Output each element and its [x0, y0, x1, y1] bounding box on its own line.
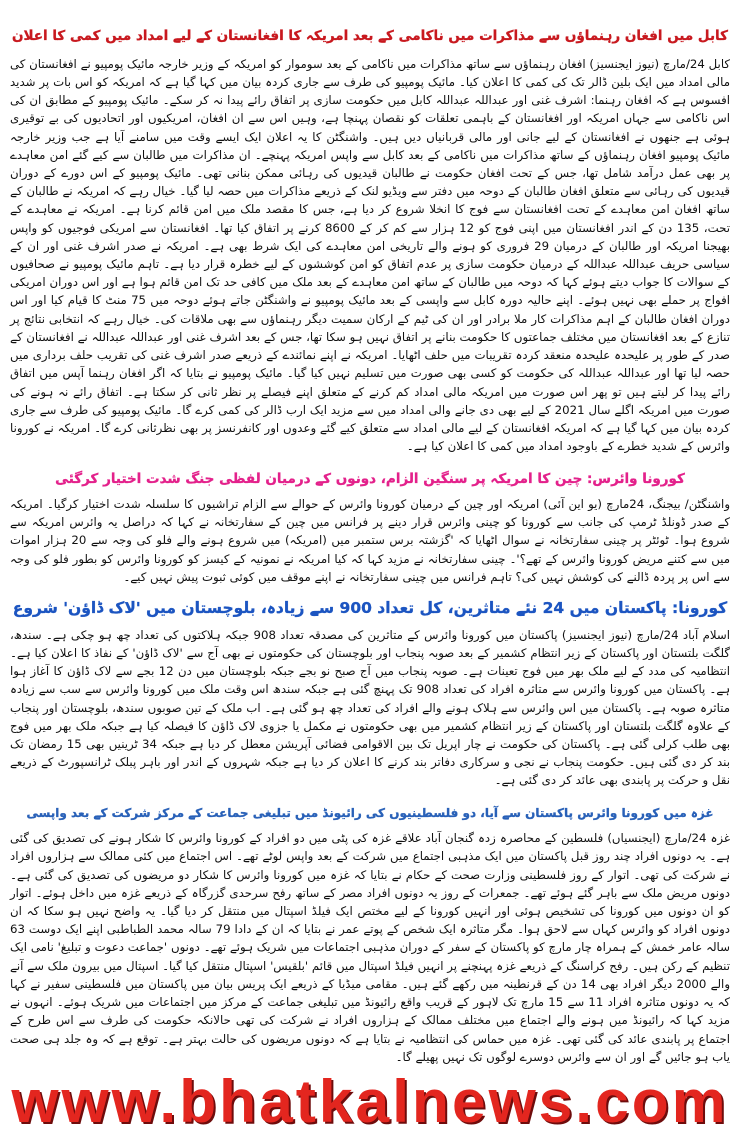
- headline-gaza-corona: [20, 792, 720, 827]
- article-body-china-us-corona: واشنگٹن/ بیجنگ، 24مارچ (یو این آئی) امریکہ اور چین کے درمیان کورونا وائرس کے حوالے سے الزام تراشیوں کا سلسلہ شدت اختیار کرگیا۔ امریکہ کے صدر ڈونلڈ ٹرمپ کی جانب سے کورونا کو چینی وائرس قرار دینے پر فرانس میں چین کے سفارتخانہ نے کہا کہ دراصل یہ وائرس امریکہ سے شروع ہوا۔ ٹوئٹر پر چینی سفارتخانہ نے سوال اٹھایا کہ 'گزشتہ برس ستمبر میں (امریکہ) میں شروع ہونے والے فلو کی وجہ سے 20 ہزار اموات میں سے کتنے مریض کورونا وائرس کے تھے؟'۔ چینی سفارتخانہ نے مزید کہا کہ کیا امریکہ نے نمونیہ کے کیسز کو کورونا وائرس کو بطور فلو کی وجہ سے اس پر پردہ ڈالنے کی کوشش نہیں کی؟ تاہم فرانس میں چینی سفارتخانہ نے اپنے موقف میں کوئی ثبوت پیش نہیں کیے۔: [10, 497, 730, 584]
- watermark: [10, 1071, 730, 1131]
- headline-afghanistan-aid: [10, 6, 730, 52]
- headline-text: کابل میں افغان رہنماؤں سے مذاکرات میں ناکامی کے بعد امریکہ کا افغانستان کے لیے امداد میں کمی کا اعلان: [12, 28, 728, 44]
- article-body-afghanistan-aid: کابل 24/مارچ (نیوز ایجنسیز) افغان رہنماؤں سے ساتھ مذاکرات میں ناکامی کے بعد سوموار کو امریکہ کے وزیر خارجہ مائیک پومپیو نے افغانستان کی مالی امداد میں ایک بلین ڈالر تک کی کمی کا اعلان کیا۔ مائیک پومپیو کی طرف سے جاری کردہ بیان میں کہا گیا ہے کہ امریکہ کو اس بات پر شدید افسوس ہے کہ افغان رہنما: اشرف غنی اور عبداللہ عبداللہ کابل میں حکومت سازی پر اتفاق رائے پیدا نہ کر سکے۔ مائیک پومپیو کے مطابق ان کی اس ناکامی سے جہاں امریکہ اور افغانستان کے باہمی تعلقات کو نقصان پہنچا ہے، وہیں اس سے ان افغان، امریکیوں اور اتحادیوں کی بے توقیری ہوئی ہے جنھوں نے افغانستان کے لیے جانی اور مالی قربانیاں دیں ہیں۔ واشنگٹن کا یہ اعلان ایک ایسے وقت میں سامنے آیا ہے جب وزیر خارجہ مائیک پومپیو افغان رہنماؤں کے ساتھ مذاکرات میں ناکامی کے بعد کابل سے واپس امریکہ پہنچے۔ ان مذاکرات میں طالبان سے کیے گئے امن معاہدے پر بھی عمل درآمد شامل تھا، جس کے تحت افغان حکومت نے طالبان قیدیوں کی رہائی ممکن بنانی تھی۔ مائیک پومپیو کے اس دورے کے دوران قیدیوں کی رہائی سے متعلق افغان طالبان کے دوحہ میں دفتر سے ویڈیو لنک کے ذریعے مذاکرات میں حصہ لیا گیا۔ خیال رہے کہ امریکہ نے طالبان کے ساتھ افغان امن معاہدے کے تحت افغانستان سے فوج کا انخلا شروع کر دیا ہے، جس کا مقصد ملک میں امن قائم کرنا ہے۔ امریکہ نے معاہدے کے تحت، 135 دن کے اندر افغانستان میں اپنی فوج کو 12 ہزار سے کم کر کے 8600 کرنے پر اتفاق کیا تھا۔ افغانستان سے امریکی فوجیوں کو واپس بھیجنا امریکہ اور طالبان کے درمیان 29 فروری کو ہونے والے تاریخی امن معاہدے کی ایک شرط بھی ہے۔ امریکہ نے صدر اشرف غنی اور ان کے سیاسی حریف عبداللہ عبداللہ کے درمیان حکومت سازی پر عدم اتفاق کو امن کوششوں کے لیے خطرہ قرار دیا ہے۔ تاہم مائیک پومپیو نے صحافیوں کے سوالات کا جواب دیتے ہوئے کہا کہ دوحہ میں طالبان کے ساتھ امن معاہدے کے بعد ملک میں کافی حد تک امن قائم ہوا ہے اور اس دوران امریکی افواج پر حملے بھی نہیں ہوئے۔ اپنے حالیہ دورہ کابل سے واپسی کے بعد مائیک پومپیو نے واشنگٹن جاتے ہوئے دوحہ میں 75 منٹ کا قیام کیا اور اس دوران افغان طالبان کے اہم مذاکرات کار ملا برادر اور ان کی ٹیم کے ارکان سمیت دیگر رہنماؤں سے بھی ملاقات کی۔ خیال رہے کہ انتخابی نتائج پر تنازع کے بعد افغانستان میں مختلف جماعتوں کا حکومت بنانے پر اتفاق نہیں ہو سکا تھا، جس کے بعد اشرف غنی اور عبداللہ عبداللہ نے افغانستان کے صدر کے طور پر علیحدہ علیحدہ منعقد کردہ تقریبات میں حلف اٹھایا۔ امریکہ نے اپنے نمائندے کے ذریعے صدر اشرف غنی کی تقریب حلف برداری میں حصہ لیا تھا اور عبداللہ عبداللہ کی حکومت کو کسی بھی صورت میں تسلیم نہیں کیا گیا۔ مائیک پومپیو نے بتایا کہ اگر افغان رہنما آپس میں اتفاق رائے پیدا کر لیتے ہیں تو پھر اس صورت میں امریکہ مالی امداد کم کرنے کے متعلق اپنے فیصلے پر نظر ثانی کر سکتا ہے۔ اتفاق رائے نہ ہونے کی صورت میں امریکہ اگلے سال 2021 کے لیے بھی دی جانے والی امداد میں سے مزید ایک ارب ڈالر کی کمی کرے گا۔ مائیک پومپیو کی طرف سے جاری کردہ بیان میں کہا گیا ہے کہ امریکہ افغانستان کے لیے مالی امداد سے متعلق کیے گئے وعدوں اور کانفرنسز پر بھی نظرثانی کرے گا۔ امریکہ نے کورونا وائرس کے شدید خطرے کے باوجود امداد میں کمی کا اعلان کیا ہے۔: [10, 56, 731, 454]
- headline-pakistan-lockdown: [10, 588, 730, 623]
- headline-text: غزہ میں کورونا وائرس پاکستان سے آیا، دو فلسطینیوں کی رائیونڈ میں تبلیغی جماعت کے مرکز شرکت کے بعد واپسی: [26, 806, 714, 821]
- article-body-pakistan-lockdown: اسلام آباد 24/مارچ (نیوز ایجنسیز) پاکستان میں کورونا وائرس کے متاثرین کی مصدقہ تعداد 908 جبکہ ہلاکتوں کی تعداد چھ ہو چکی ہے۔ سندھ، گلگت بلتستان اور پاکستان کے زیر انتظام کشمیر کے بعد صوبہ پنجاب اور بلوچستان کی حکومتوں نے بھی آج سے 'لاک ڈاؤن' کے نفاذ کا اعلان کیا ہے۔ انتظامیہ کی مدد کے لیے ملک بھر میں فوج تعینات ہے۔ صوبہ پنجاب میں آج صبح نو بجے جبکہ بلوچستان میں دن 12 بجے سے لاک ڈاؤن کا آغاز ہوا ہے۔ پاکستان میں کورونا وائرس سے متاثرہ افراد کی تعداد 908 تک پہنچ گئی ہے جبکہ سندھ اس وقت ملک میں کورونا وائرس سے سب سے زیادہ متاثرہ صوبہ ہے۔ پاکستان میں اس وائرس سے ہلاک ہونے والے افراد کی تعداد چھ ہو گئی ہے۔ اب ملک کے تین صوبوں سندھ، بلوچستان اور پنجاب کے علاوہ گلگت بلتستان اور پاکستان کے زیر انتظام کشمیر میں بھی حکومتوں نے مکمل یا جزوی لاک ڈاؤن کا فیصلہ کیا ہے جبکہ ملک بھر میں فوج بھی طلب کرلی گئی ہے۔ پاکستان کی حکومت نے چار اپریل تک بین الاقوامی فضائی آپریشن معطل کر دیا ہے جبکہ 34 ٹرینیں بھی 15 رمضان تک بند کر دی گئی ہیں۔ حکومت پنجاب نے نجی و سرکاری دفاتر بند کرنے کا اعلان کر دیا ہے جبکہ شہروں کے اندر اور باہر پبلک ٹرانسپورٹ کے ذریعے نقل و حرکت پر پابندی بھی عائد کر دی گئی ہے۔: [10, 627, 731, 788]
- article-body-gaza-corona: غزہ 24/مارچ (ایجنسیاں) فلسطین کے محاصرہ زدہ گنجان آباد علاقے غزہ کی پٹی میں دو افراد کے کورونا وائرس کا شکار ہونے کی تصدیق کی گئی ہے۔ یہ دونوں افراد چند روز قبل پاکستان میں ایک مذہبی اجتماع میں شرکت کے بعد واپس لوٹے تھے۔ اس اجتماع میں کئی ممالک سے ہزاروں افراد نے شرکت کی تھی۔ اتوار کے روز فلسطینی وزارت صحت کے حکام نے بتایا کہ غزہ میں کورونا وائرس کا شکار دو مریضوں کی تصدیق کی گئی ہے۔ دونوں مریض ملک سے باہر گئے ہوئے تھے۔ جمعرات کے روز یہ دونوں افراد مصر کے ساتھ رفح سرحدی گزرگاہ کے ذریعے غزہ میں داخل ہوئے۔ اتوار کو ان دونوں میں کورونا کی تشخیص ہوئی اور انہیں کورونا کے لیے مختص ایک فیلڈ اسپتال میں منتقل کر دیا گیا۔ یہ واضح نہیں ہو سکا کہ ان دونوں افراد کو وائرس کہاں سے لاحق ہوا۔ مگر متاثرہ ایک شخص کے پوتے عمر نے بتایا کہ ان کے دادا 79 سالہ محمد الطباطبی اپنے ایک دوست 63 سالہ عامر خمش کے ہمراہ چار مارچ کو پاکستان کے سفر کے دوران مذہبی اجتماعات میں شریک ہوئے تھے۔ دونوں 'جماعت دعوت و تبلیغ' نامی ایک تنظیم کے رکن ہیں۔ رفح کراسنگ کے ذریعے غزہ پہنچنے پر انہیں فیلڈ اسپتال میں قائم 'بلقیس' اسپتال منتقل کیا گیا۔ اسپتال میں بیرون ملک سے آنے والے 2000 دیگر افراد بھی 14 دن کے قرنطینہ میں رکھے گئے ہیں۔ مقامی میڈیا کے ذریعے ایک پریس بیان میں پاکستان میں فلسطینی سفیر نے کہا کہ یہ دونوں متاثرہ افراد 11 سے 15 مارچ تک لاہور کے قریب واقع رائیونڈ میں تبلیغی جماعت کے مرکز میں اجتماعات میں شریک ہوئے۔ انہوں نے مزید کہا کہ رائیونڈ میں ہونے والے اجتماع میں مختلف ممالک کے ہزاروں افراد نے شرکت کی تھی حالانکہ حکومت کی طرف سے اس طرح کے اجتماع پر پابندی عائد کی گئی تھی۔ غزہ میں حماس کی انتظامیہ نے بتایا ہے کہ دونوں مریضوں کی حالت بہتر ہے۔ توقع ہے کہ وہ جلد ہی صحت یاب ہو جائیں گے اور ان سے وائرس دوسرے لوگوں تک نہیں پھیلے گا۔: [10, 831, 731, 1064]
- watermark-text: www.bhatkalnews.com: [11, 1071, 729, 1131]
- headline-text: کورونا: پاکستان میں 24 نئے متاثرین، کل تعداد 900 سے زیادہ، بلوچستان میں 'لاک ڈاؤن' شروع: [12, 599, 728, 618]
- headline-china-us-corona: [50, 458, 690, 493]
- headline-text: کورونا وائرس: چین کا امریکہ پر سنگین الزام، دونوں کے درمیان لفظی جنگ شدت اختیار کرگئی: [55, 470, 685, 487]
